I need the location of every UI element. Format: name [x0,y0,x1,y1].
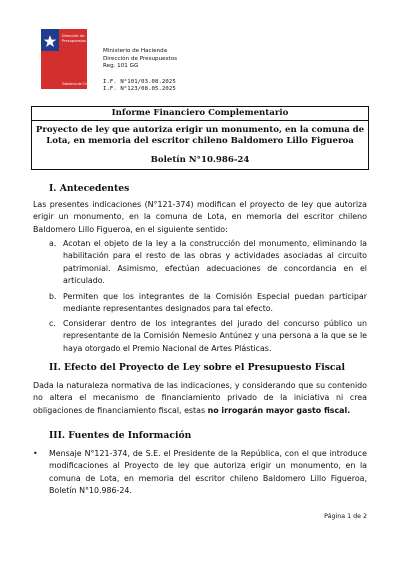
report-type-heading: Informe Financiero Complementario [32,107,368,121]
document-header [103,48,177,94]
boletin-number: Boletín N°10.986-24 [150,155,250,165]
list-text: Acotan el objeto de la ley a la construcción del monumento, eliminando la habilitación para el resto de las obras y actividades asociadas al circuito patrimonial. Asimismo, efectúan adecuaciones de concordancia en el articulado. [63,239,367,286]
bullet-icon: • [33,449,38,458]
list-letter: c. [49,319,56,328]
section-3-heading: III. Fuentes de Información [49,430,192,441]
logo-line2: Presupuestos [62,39,86,43]
section-1-intro: Las presentes indicaciones (N°121-374) modifican el proyecto de ley que autoriza erigir un monumento, en la comuna de Lota, en memoria del escritor chileno Baldomero Lillo Figueroa, en el siguiente sentido: [33,200,367,234]
list-item-c [49,318,367,355]
title-box [31,106,369,170]
ministry-name: Ministerio de Hacienda [103,48,168,54]
list-text: Considerar dentro de los integrantes del jurado del concurso público un representante de la Comisión Nemesio Antúnez y una persona a la que se le haya otorgado el Premio Nacional de Artes Plásticas. [63,319,367,353]
report-references [103,79,177,94]
direction-name: Dirección de Presupuestos [103,55,178,62]
project-title: Proyecto de ley que autoriza erigir un monumento, en la comuna de Lota, en memoria del escritor chileno Baldomero Lillo Figueroa [35,125,365,146]
list-item-b [49,291,367,316]
section-2-text [33,380,367,417]
page-number: Página 1 de 2 [324,513,367,520]
list-item-a [49,238,367,288]
report-reference-1: I.F. N°101/03.08.2025 [103,78,176,85]
section-2-heading: II. Efecto del Proyecto de Ley sobre el Presupuesto Fiscal [49,362,345,373]
logo-line3: Gobierno de Chile [62,82,91,86]
section-2-body: Dada la naturaleza normativa de las indicaciones, y considerando que su contenido no altera el mecanismo de financiamiento privado de la iniciativa ni crea obligaciones de financiamiento fiscal, estas [33,381,367,415]
list-letter: a. [49,239,57,248]
logo-line1: Dirección de [62,34,85,38]
source-text: Mensaje N°121-374, de S.E. el Presidente de la República, con el que introduce modificaciones al Proyecto de ley que autoriza erigir un monumento, en la comuna de Lota, en memoria del escritor chileno Baldomero Lillo Figueroa, Boletín N°10.986-24. [49,449,367,496]
section-1-heading: I. Antecedentes [49,183,130,194]
section-2-conclusion: no irrogarán mayor gasto fiscal. [207,405,351,415]
report-reference-2: I.F. N°123/08.05.2025 [103,86,176,93]
direccion-presupuestos-logo [41,29,91,89]
list-letter: b. [49,292,57,301]
source-bullet [33,448,367,498]
list-text: Permiten que los integrantes de la Comisión Especial puedan participar mediante representantes designados para tal efecto. [63,292,367,314]
registry-number: Reg. 101 GG [103,63,139,70]
